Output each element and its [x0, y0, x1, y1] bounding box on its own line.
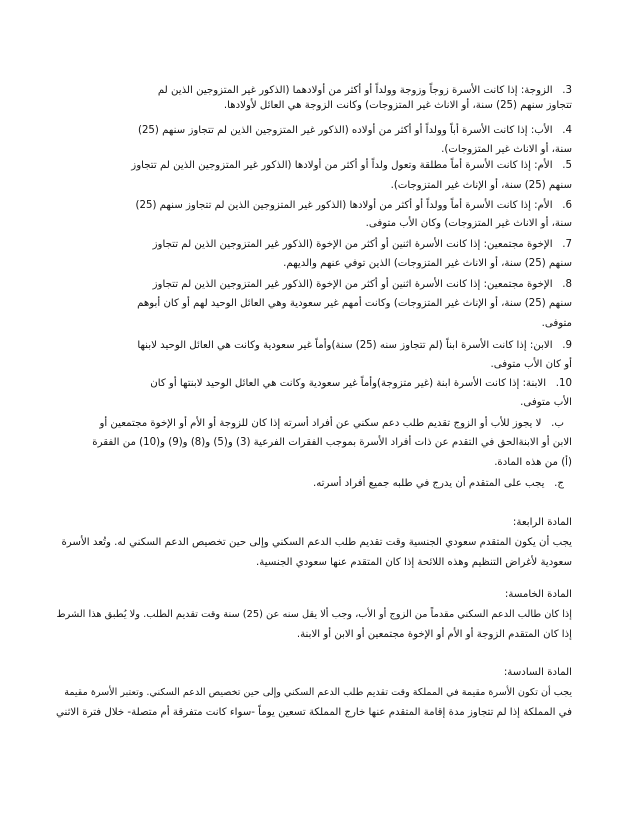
clause-b-line-2: الابن أو الابنةالحق في التقدم عن ذات أفراد الأسرة بموجب الفقرات الفرعية (3) و(5) و(8) و(9) و(10) من الفقرة [92, 437, 572, 448]
item-6-line-2: سنة، أو الاناث غير المتزوجات) وكان الأب متوفى. [365, 218, 572, 229]
article-4-line-2: سعودية لأغراض التنظيم وهذه اللائحة إذا كان المتقدم عنها سعودي الجنسية. [256, 557, 572, 568]
item-8-line-3: متوفى. [541, 318, 572, 329]
item-7-line-1 [55, 238, 572, 252]
clause-text: يجب على المتقدم أن يدرج في طلبه جميع أفراد أسرته. [312, 478, 545, 489]
item-text: الإخوة مجتمعين: إذا كانت الأسرة اثنين أو أكثر من الإخوة (الذكور غير المتزوجين الذين لم تتجاوز [152, 279, 553, 290]
clause-letter: ج. [554, 478, 564, 489]
item-4-line-1 [55, 124, 572, 138]
item-9-line-2: أو كان الأب متوفى. [490, 359, 572, 370]
clause-letter: ب. [551, 418, 564, 429]
item-text: الابن: إذا كانت الأسرة ابناً (لم تتجاوز سنه (25) سنة)وأماً غير سعودية وكانت هي العائل الوحيد لابنها [137, 340, 553, 351]
item-number: 3. [562, 85, 572, 96]
item-4-line-2: سنة، أو الاناث غير المتزوجات). [441, 144, 572, 155]
article-6-heading: المادة السادسة: [503, 667, 572, 678]
item-10-line-2: الأب متوفى. [520, 397, 572, 408]
item-number: 5. [562, 160, 572, 171]
article-5-line-2: إذا كان المتقدم الزوجة أو الأم أو الإخوة مجتمعين أو الابن أو الابنة. [296, 629, 572, 640]
item-10-line-1 [55, 377, 572, 391]
clause-b-line-3: (أ) من هذه المادة. [494, 457, 572, 468]
item-text: الزوجة: إذا كانت الأسرة زوجاً وزوجة وولداً أو أكثر من أولادهما (الذكور غير المتزوجين الذين لم [157, 85, 553, 96]
item-5-line-2: سنهم (25) سنة، أو الإناث غير المتزوجات). [390, 180, 572, 191]
item-number: 9. [562, 340, 572, 351]
item-number: 10. [555, 378, 572, 389]
clause-b-line-1 [55, 417, 564, 431]
item-3-line-1 [55, 84, 572, 98]
article-4-heading: المادة الرابعة: [512, 517, 572, 528]
item-number: 8. [562, 279, 572, 290]
item-text: الأب: إذا كانت الأسرة أباً وولداً أو أكثر من أولاده (الذكور غير المتزوجين الذين لم تتجاوز سنهم (25) [137, 125, 553, 136]
item-6-line-1 [55, 199, 572, 213]
item-text: الأم: إذا كانت الأسرة أماً وولداً أو أكثر من أولادها (الذكور غير المتزوجين الذين لم تتجاوز سنهم (25) [135, 200, 553, 211]
article-4-line-1: يجب أن يكون المتقدم سعودي الجنسية وقت تقديم طلب الدعم السكني وإلى حين تخصيص الدعم السكني له. وتُعد الأسرة [61, 537, 572, 548]
clause-text: لا يجوز للأب أو الزوج تقديم طلب دعم سكني عن أفراد أسرته إذا كان للزوجة أو الأم أو الإخوة مجتمعين أو [99, 418, 542, 429]
item-7-line-2: سنهم (25) سنة، أو الاناث غير المتزوجات) الذين توفي عنهم والديهم. [283, 258, 572, 269]
item-number: 7. [562, 239, 572, 250]
item-text: الأم: إذا كانت الأسرة أماً مطلقة وتعول ولداً أو أكثر من أولادها (الذكور غير المتزوجين الذين لم تتجاوز [131, 160, 553, 171]
item-number: 4. [562, 125, 572, 136]
item-8-line-1 [55, 278, 572, 292]
item-text: الإخوة مجتمعين: إذا كانت الأسرة اثنين أو أكثر من الإخوة (الذكور غير المتزوجين الذين لم تتجاوز [152, 239, 553, 250]
article-5-heading: المادة الخامسة: [504, 589, 572, 600]
item-number: 6. [562, 200, 572, 211]
article-6-line-2: في المملكة إذا لم تتجاوز مدة إقامة المتقدم عنها خارج المملكة تسعين يوماً -سواء كانت متفرقة أم متصلة- خلال فترة الاثني [56, 707, 572, 718]
item-9-line-1 [55, 339, 572, 353]
article-6-line-1: يجب أن تكون الأسرة مقيمة في المملكة وقت تقديم طلب الدعم السكني وإلى حين تخصيص الدعم السكني. وتعتبر الأسرة مقيمة [64, 687, 572, 698]
item-3-line-2: تتجاوز سنهم (25) سنة، أو الاناث غير المتزوجات) وكانت الزوجة هي العائل لأولادها. [223, 100, 572, 111]
article-5-line-1: إذا كان طالب الدعم السكني مقدماً من الزوج أو الأب، وجب ألا يقل سنه عن (25) سنة وقت تقديم الطلب. ولا يُطبق هذا الشرط [56, 609, 572, 620]
clause-c-line-1 [55, 477, 564, 491]
item-5-line-1 [55, 159, 572, 173]
item-text: الابنة: إذا كانت الأسرة ابنة (غير متزوجة)وأماً غير سعودية وكانت هي العائل الوحيد لابنتها أو كان [150, 378, 547, 389]
item-8-line-2: سنهم (25) سنة، أو الإناث غير المتزوجات) وكانت أمهم غير سعودية وهي العائل الوحيد لهم أو كان أبوهم [137, 298, 572, 309]
